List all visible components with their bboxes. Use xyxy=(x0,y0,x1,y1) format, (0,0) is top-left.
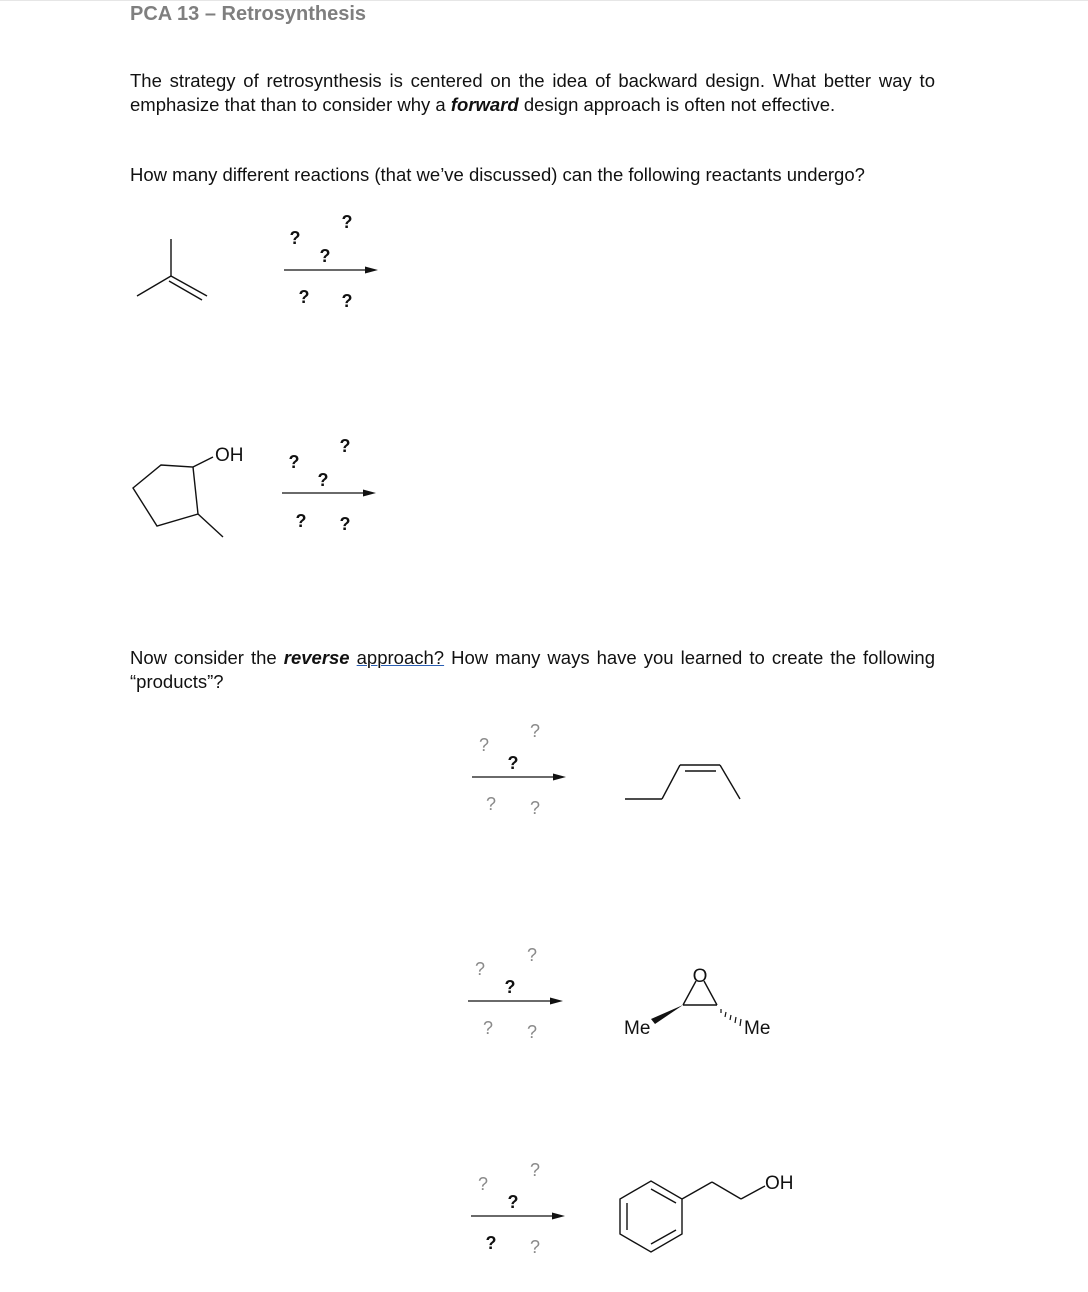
hydroxyl-label: OH xyxy=(765,1173,794,1194)
condition-placeholder: ? xyxy=(485,794,497,814)
reagent-placeholder: ? xyxy=(477,1174,489,1194)
condition-placeholder: ? xyxy=(529,798,541,818)
reagent-placeholder: ? xyxy=(526,945,538,965)
reagent-placeholder: ? xyxy=(474,959,486,979)
condition-placeholder: ? xyxy=(298,287,310,307)
reagent-placeholder: ? xyxy=(341,212,353,232)
condition-placeholder: ? xyxy=(529,1237,541,1257)
reagent-placeholder: ? xyxy=(339,436,351,456)
reverse-emphasis: reverse xyxy=(283,647,350,668)
reagent-placeholder: ? xyxy=(288,452,300,472)
reagent-placeholder: ? xyxy=(504,977,516,997)
condition-placeholder: ? xyxy=(485,1233,497,1253)
intro-text-before: The strategy of retrosynthesis is centered on the idea of backward design. What better way to emphasize that than to consider why a xyxy=(130,70,935,115)
reagent-placeholder: ? xyxy=(319,246,331,266)
reverse-text-after: How many ways have you learned to create the following “products”? xyxy=(130,647,935,692)
condition-placeholder: ? xyxy=(295,511,307,531)
condition-placeholder: ? xyxy=(341,291,353,311)
reagent-placeholder: ? xyxy=(507,1192,519,1212)
reagent-placeholder: ? xyxy=(289,228,301,248)
phenylpropanol-structure xyxy=(620,1181,765,1252)
reverse-text-before: Now consider the xyxy=(130,647,284,668)
condition-placeholder: ? xyxy=(526,1022,538,1042)
reagent-placeholder: ? xyxy=(317,470,329,490)
reagent-placeholder: ? xyxy=(529,721,541,741)
reagent-placeholder: ? xyxy=(529,1160,541,1180)
forward-emphasis: forward xyxy=(450,93,519,115)
intro-text-after: design approach is often not effective. xyxy=(518,93,836,115)
approach-link[interactable]: approach? xyxy=(356,647,445,668)
reaction-arrow-5 xyxy=(471,1213,565,1220)
condition-placeholder: ? xyxy=(339,514,351,534)
epoxide-oxygen-label: O xyxy=(692,966,708,987)
condition-placeholder: ? xyxy=(482,1018,494,1038)
reagent-placeholder: ? xyxy=(478,735,490,755)
question-forward: How many different reactions (that we’ve discussed) can the following reactants undergo? xyxy=(130,164,865,185)
reagent-placeholder: ? xyxy=(507,753,519,773)
hydroxyl-label: OH xyxy=(215,445,244,466)
methyl-label-left: Me xyxy=(624,1018,651,1039)
page-title: PCA 13 – Retrosynthesis xyxy=(130,3,367,25)
methyl-label-right: Me xyxy=(744,1018,771,1039)
